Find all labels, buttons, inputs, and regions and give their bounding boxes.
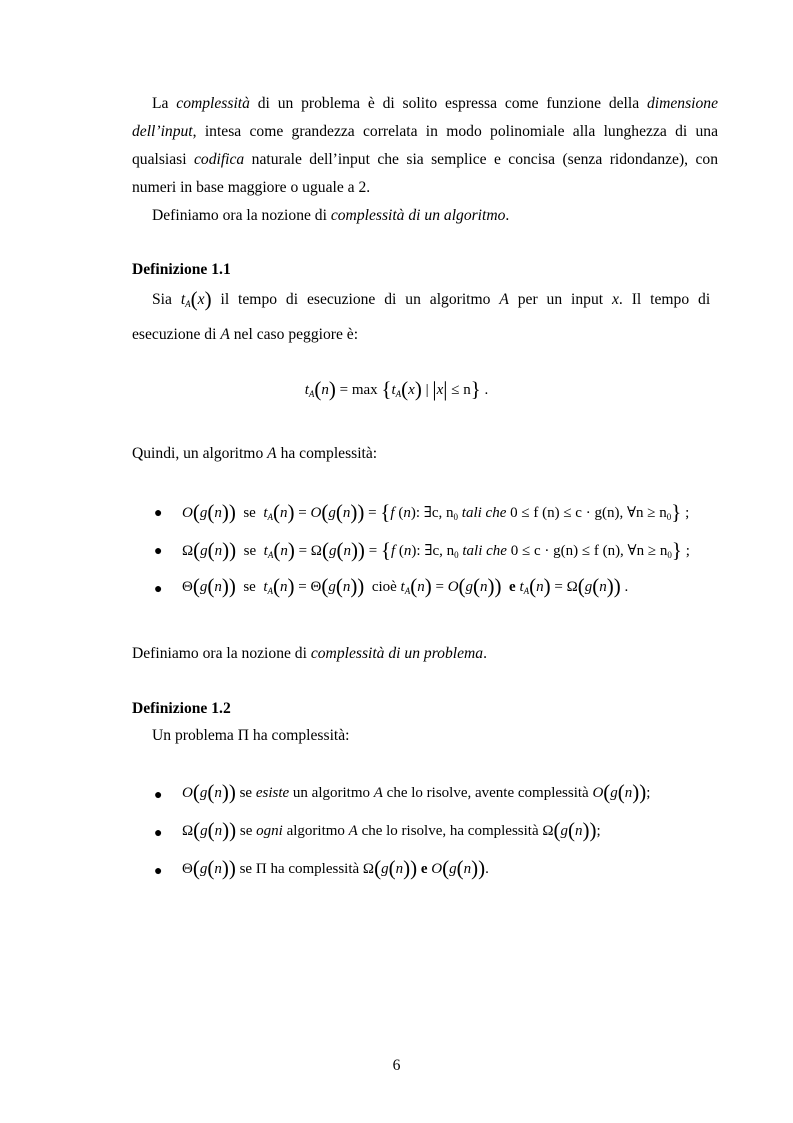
big-o-definition: O(g(n)) se $t_A(n) = O(g(n)) = \{f$ (n): ∃c, $n_0$ tali che 0 ≤ f (n) ≤ c · g(n), ∀n ≥ $n_0$} ; — [182, 500, 690, 524]
quindi-line: Quindi, un algoritmo A ha complessità: — [132, 445, 378, 462]
problem-complexity-intro: Definiamo ora la nozione di complessità di un problema. — [132, 645, 487, 662]
definition-1-1-heading: Definizione 1.1 — [132, 261, 231, 278]
bullet-icon: ● — [154, 788, 163, 803]
problem-big-theta: Θ(g(n)) se Π ha complessità Ω(g(n)) e O(g(n)). — [182, 856, 489, 880]
algorithm-complexity-intro: Definiamo ora la nozione di complessità di un algoritmo. — [152, 207, 510, 224]
intro-paragraph: La complessità di un problema è di solito espressa come funzione della dimensione dell’input, intesa come grandezza correlata in modo polinomiale alla lunghezza di una qualsiasi codifica naturale dell’input che sia semplice e concisa (senza ridondanze), con numeri in base maggiore o uguale a 2. — [132, 95, 718, 196]
definition-1-1-sentence-2: esecuzione di A nel caso peggiore è: — [132, 326, 359, 343]
bullet-icon: ● — [154, 826, 163, 841]
worst-case-formula: $t_A(n) = \max \{t_A(x)$ | |x| ≤ n} . — [304, 377, 489, 401]
bullet-icon: ● — [154, 544, 163, 559]
definition-1-2-intro: Un problema Π ha complessità: — [152, 727, 350, 744]
big-omega-definition: Ω(g(n)) se $t_A(n) = \Omega(g(n)) = \{f$ (n): ∃c, $n_0$ tali che 0 ≤ c · g(n) ≤ f (n), ∀n ≥ $n_0$} ; — [182, 538, 690, 562]
bullet-icon: ● — [154, 506, 163, 521]
bullet-icon: ● — [154, 864, 163, 879]
bullet-icon: ● — [154, 582, 163, 597]
definition-1-1-sentence: Sia $t_A(x)$ il tempo di esecuzione di un algoritmo A per un input x. Il tempo di — [152, 287, 711, 311]
page-number: 6 — [392, 1057, 401, 1074]
definition-1-2-heading: Definizione 1.2 — [132, 700, 231, 717]
problem-big-o: O(g(n)) se esiste un algoritmo A che lo risolve, avente complessità O(g(n)); — [182, 780, 651, 804]
big-theta-definition: Θ(g(n)) se $t_A(n) = \Theta(g(n))$ cioè $t_A(n) = O(g(n))$ e $t_A(n) = \Omega(g(n))$ . — [182, 574, 629, 598]
problem-big-omega: Ω(g(n)) se ogni algoritmo A che lo risolve, ha complessità Ω(g(n)); — [182, 818, 601, 842]
